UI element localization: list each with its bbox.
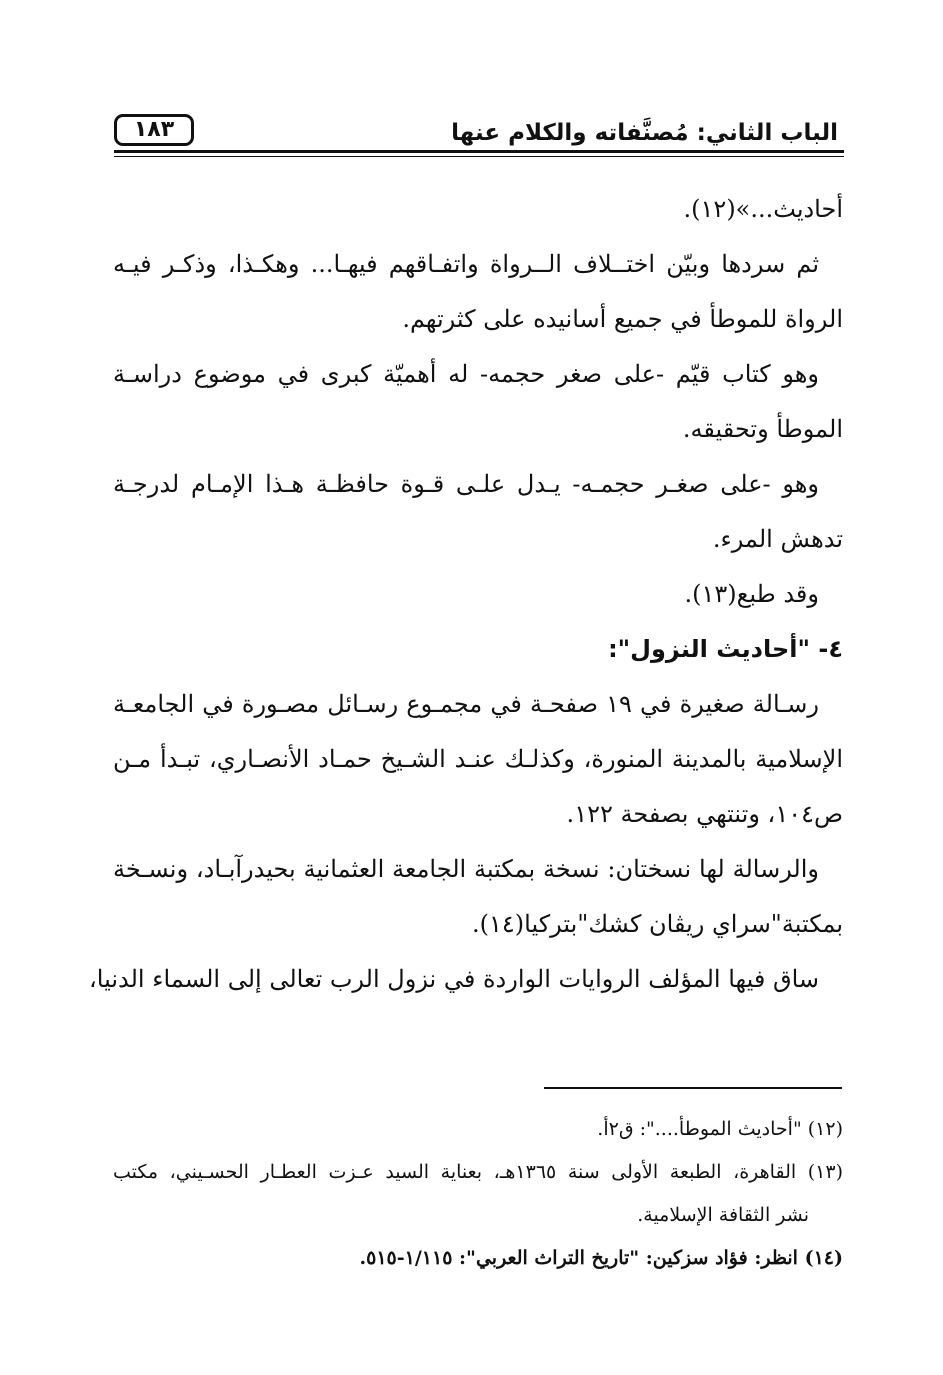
page-header (114, 110, 838, 150)
footnote-12: (١٢) "أحاديث الموطأ....": ق٢أ. (597, 1118, 843, 1140)
header-rule-thin (114, 156, 844, 157)
text-line: أحاديث...»(١٢). (683, 195, 843, 223)
section-heading: ٤- "أحاديث النزول": (608, 635, 843, 663)
text-line: رسـالة صغيرة في ١٩ صفحـة في مجمـوع رسـائل مصـورة في الجامعـة (113, 690, 820, 718)
footnote-14: (١٤) انظر: فؤاد سزكين: "تاريخ التراث العربي": ١/١١٥-٥١٥. (359, 1247, 843, 1269)
footnote-separator (544, 1087, 842, 1089)
text-line: وقد طبع(١٣). (684, 580, 819, 608)
text-line: والرسالة لها نسختان: نسخة بمكتبة الجامعة العثمانية بحيدرآبـاد، ونسـخة (113, 855, 819, 883)
text-line: الرواة للموطأ في جميع أسانيده على كثرتهم. (402, 305, 843, 333)
text-line: بمكتبة"سراي ريڤان كشك"بتركيا(١٤). (472, 910, 843, 938)
footnotes (113, 1108, 843, 1280)
page-number: ١٨٣ (114, 114, 194, 146)
text-line: تدهش المرء. (712, 525, 843, 553)
text-line: ص١٠٤، وتنتهي بصفحة ١٢٢. (566, 800, 843, 828)
text-line: وهو -على صغـر حجمـه- يـدل علـى قـوة حافظـة هـذا الإمـام لدرجـة (113, 470, 819, 498)
running-title: الباب الثاني: مُصنَّفاته والكلام عنها (451, 120, 838, 146)
text-line: ساق فيها المؤلف الروايات الواردة في نزول الرب تعالى إلى السماء الدنيا، (89, 965, 819, 993)
main-text (89, 182, 843, 1007)
text-line: الموطأ وتحقيقه. (682, 415, 843, 443)
text-line: وهو كتاب قيّم -على صغر حجمه- له أهميّة كبرى في موضوع دراسـة (113, 360, 820, 388)
text-line: ثم سردها وبيّن اختــلاف الــرواة واتفـاقهم فيهـا... وهكـذا، وذكـر فيـه (113, 250, 820, 278)
header-rule-thick (114, 150, 844, 153)
text-line: الإسلامية بالمدينة المنورة، وكذلـك عنـد الشـيخ حمـاد الأنصـاري، تبـدأ مـن (113, 745, 843, 773)
footnote-13-continued: نشر الثقافة الإسلامية. (637, 1204, 809, 1226)
footnote-13: (١٣) القاهرة، الطبعة الأولى سنة ١٣٦٥هـ، بعناية السيد عـزت العطـار الحسـيني، مكتب (113, 1161, 843, 1183)
